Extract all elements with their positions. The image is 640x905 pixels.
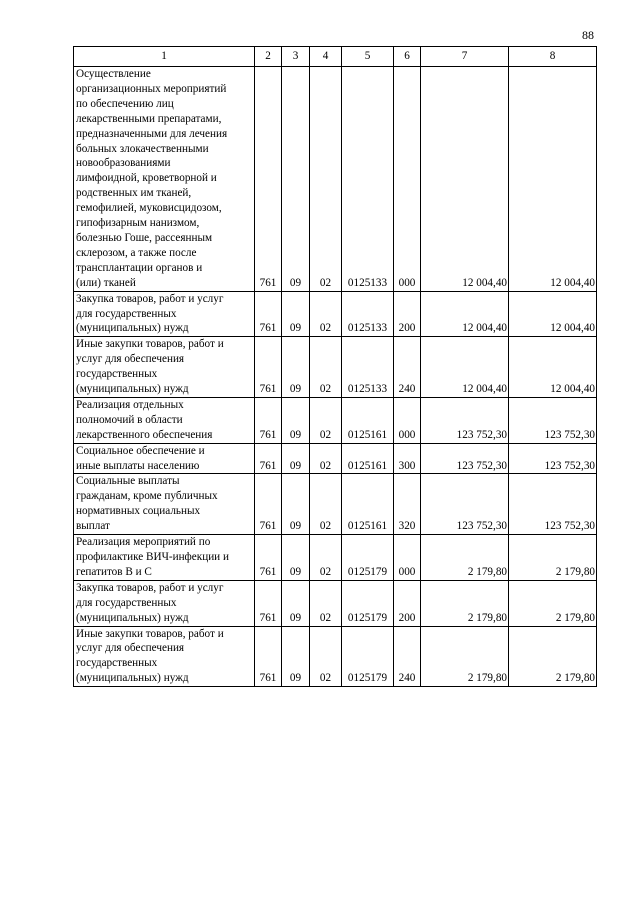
row-section-code: 09 [282, 291, 310, 337]
table-row [74, 580, 597, 626]
row-expense-type: 200 [394, 291, 421, 337]
row-amount-col8: 2 179,80 [509, 535, 597, 581]
row-expense-type: 240 [394, 626, 421, 687]
row-target-article: 0125161 [342, 443, 394, 474]
table-row [74, 337, 597, 398]
row-amount-col8: 12 004,40 [509, 291, 597, 337]
row-amount-col7: 12 004,40 [421, 337, 509, 398]
row-name: Закупка товаров, работ и услуг для государственных (муниципальных) нужд [74, 580, 255, 626]
budget-table [73, 46, 597, 687]
table-row [74, 443, 597, 474]
row-subsection-code: 02 [310, 337, 342, 398]
row-subsection-code: 02 [310, 443, 342, 474]
row-ministry-code: 761 [255, 291, 282, 337]
row-target-article: 0125133 [342, 337, 394, 398]
row-amount-col7: 123 752,30 [421, 443, 509, 474]
row-amount-col7: 2 179,80 [421, 535, 509, 581]
row-target-article: 0125161 [342, 397, 394, 443]
table-header-row [74, 47, 597, 67]
row-subsection-code: 02 [310, 291, 342, 337]
row-amount-col7: 123 752,30 [421, 397, 509, 443]
row-amount-col8: 123 752,30 [509, 397, 597, 443]
row-section-code: 09 [282, 535, 310, 581]
row-target-article: 0125133 [342, 291, 394, 337]
row-ministry-code: 761 [255, 535, 282, 581]
row-subsection-code: 02 [310, 397, 342, 443]
row-target-article: 0125133 [342, 67, 394, 292]
row-amount-col8: 2 179,80 [509, 626, 597, 687]
header-col-2: 2 [255, 47, 282, 67]
row-section-code: 09 [282, 397, 310, 443]
row-name: Реализация отдельных полномочий в области лекарственного обеспечения [74, 397, 255, 443]
row-section-code: 09 [282, 337, 310, 398]
row-name: Социальные выплаты гражданам, кроме публичных нормативных социальных выплат [74, 474, 255, 535]
header-col-4: 4 [310, 47, 342, 67]
row-name: Осуществление организационных мероприятий по обеспечению лиц лекарственными препаратами, предназначенными для лечения больных злокачественными новообразованиями лимфоидной, кроветворной и родственных им тканей, гемофилией, муковисцидозом, гипофизарным нанизмом, болезнью Гоше, рассеянным склерозом, а также после трансплантации органов и (или) тканей [74, 67, 255, 292]
row-name: Социальное обеспечение и иные выплаты населению [74, 443, 255, 474]
row-subsection-code: 02 [310, 67, 342, 292]
row-name: Иные закупки товаров, работ и услуг для обеспечения государственных (муниципальных) нужд [74, 626, 255, 687]
table-row [74, 67, 597, 292]
row-name: Реализация мероприятий по профилактике ВИЧ-инфекции и гепатитов В и С [74, 535, 255, 581]
table-row [74, 291, 597, 337]
row-amount-col7: 2 179,80 [421, 626, 509, 687]
row-ministry-code: 761 [255, 474, 282, 535]
row-ministry-code: 761 [255, 443, 282, 474]
row-subsection-code: 02 [310, 474, 342, 535]
table-row [74, 626, 597, 687]
row-subsection-code: 02 [310, 535, 342, 581]
row-ministry-code: 761 [255, 626, 282, 687]
row-expense-type: 300 [394, 443, 421, 474]
table-row [74, 397, 597, 443]
row-amount-col7: 2 179,80 [421, 580, 509, 626]
row-subsection-code: 02 [310, 626, 342, 687]
row-expense-type: 000 [394, 535, 421, 581]
row-amount-col7: 123 752,30 [421, 474, 509, 535]
row-expense-type: 000 [394, 397, 421, 443]
row-target-article: 0125179 [342, 580, 394, 626]
header-col-3: 3 [282, 47, 310, 67]
row-amount-col8: 2 179,80 [509, 580, 597, 626]
header-col-7: 7 [421, 47, 509, 67]
row-expense-type: 200 [394, 580, 421, 626]
row-expense-type: 000 [394, 67, 421, 292]
row-amount-col8: 12 004,40 [509, 337, 597, 398]
header-col-6: 6 [394, 47, 421, 67]
table-row [74, 474, 597, 535]
row-target-article: 0125179 [342, 535, 394, 581]
table-row [74, 535, 597, 581]
row-target-article: 0125179 [342, 626, 394, 687]
row-section-code: 09 [282, 474, 310, 535]
row-ministry-code: 761 [255, 67, 282, 292]
header-col-1: 1 [74, 47, 255, 67]
row-ministry-code: 761 [255, 397, 282, 443]
row-section-code: 09 [282, 443, 310, 474]
row-section-code: 09 [282, 626, 310, 687]
row-amount-col7: 12 004,40 [421, 67, 509, 292]
row-target-article: 0125161 [342, 474, 394, 535]
row-section-code: 09 [282, 67, 310, 292]
header-col-8: 8 [509, 47, 597, 67]
row-amount-col8: 123 752,30 [509, 443, 597, 474]
row-name: Иные закупки товаров, работ и услуг для обеспечения государственных (муниципальных) нужд [74, 337, 255, 398]
row-amount-col7: 12 004,40 [421, 291, 509, 337]
row-subsection-code: 02 [310, 580, 342, 626]
row-amount-col8: 12 004,40 [509, 67, 597, 292]
page-number: 88 [582, 28, 594, 42]
row-ministry-code: 761 [255, 337, 282, 398]
row-name: Закупка товаров, работ и услуг для государственных (муниципальных) нужд [74, 291, 255, 337]
row-section-code: 09 [282, 580, 310, 626]
row-expense-type: 240 [394, 337, 421, 398]
row-expense-type: 320 [394, 474, 421, 535]
row-ministry-code: 761 [255, 580, 282, 626]
row-amount-col8: 123 752,30 [509, 474, 597, 535]
header-col-5: 5 [342, 47, 394, 67]
